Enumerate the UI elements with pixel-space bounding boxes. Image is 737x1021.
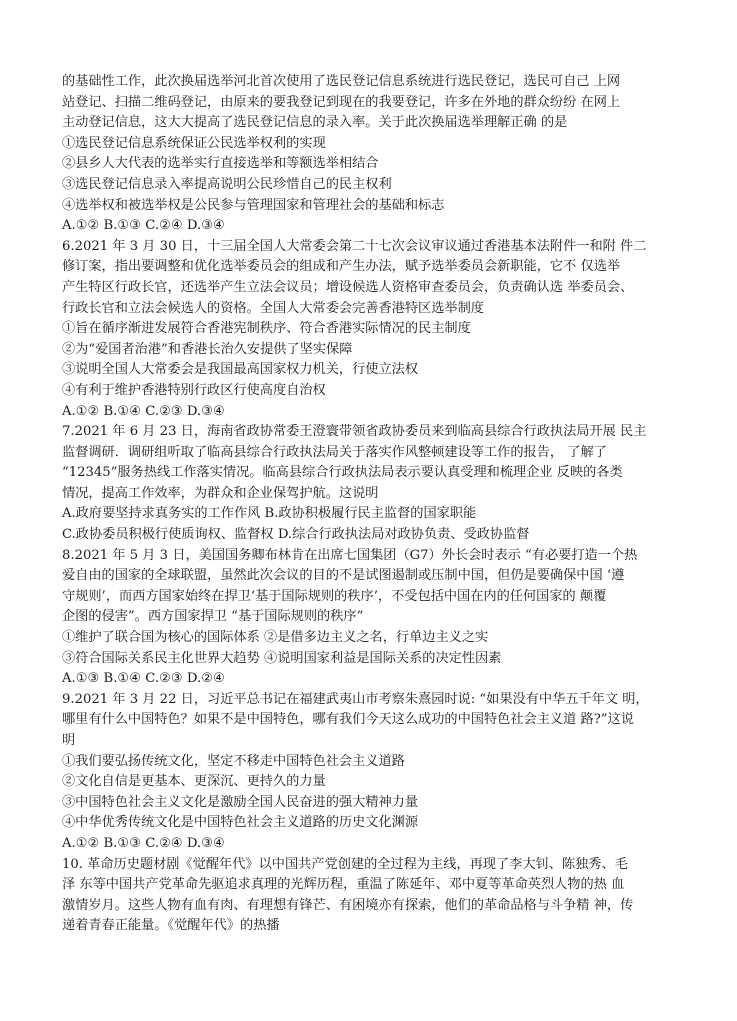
text-line: 修订案，指出要调整和优化选举委员会的组成和产生办法，赋予选举委员会新职能，它不 仅选举 bbox=[62, 259, 621, 275]
question-6-line: 6.2021 年 3 月 30 日，十三届全国人大常委会第二十七次会议审议通过香港基本法附件一和附 件二 bbox=[62, 238, 647, 254]
text-line: 企图的侵害”。西方国家捍卫 “基于国际规则的秩序” bbox=[62, 609, 364, 625]
question-8-line: 8.2021 年 5 月 3 日，美国国务卿布林肯在出席七国集团（G7）外长会时表示 “有必要打造一个热 bbox=[62, 547, 638, 563]
text-line: 站登记、扫描二维码登记，由原来的要我登记到现在的我要登记，许多在外地的群众纷纷 在网上 bbox=[62, 94, 621, 110]
text-line: “12345”服务热线工作落实情况。临高县综合行政执法局表示要认真受理和梳理企业 反映的各类 bbox=[62, 465, 623, 481]
option-line: ①旨在循序渐进发展符合香港宪制秩序、符合香港实际情况的民主制度 bbox=[62, 321, 471, 337]
text-line: 激情岁月。这些人物有血有肉、有理想有锋芒、有困境亦有探索，他们的革命品格与斗争精 神，传 bbox=[62, 897, 634, 913]
text-line: 产生特区行政长官，还选举产生立法会议员；增设候选人资格审查委员会，负责确认选 举委员会、 bbox=[62, 279, 634, 295]
text-line: 行政长官和立法会候选人的资格。全国人大常委会完善香港特区选举制度 bbox=[62, 300, 484, 316]
answer-choices: A.①② B.①③ C.②④ D.③④ bbox=[62, 218, 225, 234]
question-9-line: 9.2021 年 3 月 22 日，习近平总书记在福建武夷山市考察朱熹园时说: “如果没有中华五千年文 明， bbox=[62, 691, 649, 707]
question-7-line: 7.2021 年 6 月 23 日，海南省政协常委王澄寰带领省政协委员来到临高县综合行政执法局开展 民主 bbox=[62, 424, 647, 440]
text-line: 的基础性工作，此次换届选举河北首次使用了选民登记信息系统进行选民登记，选民可自己 上网 bbox=[62, 74, 621, 89]
option-line: ④有利于维护香港特别行政区行使高度自治权 bbox=[62, 382, 326, 398]
text-line: 主动登记信息，这大大提高了选民登记信息的录入率。关于此次换届选举理解正确 的是 bbox=[62, 115, 568, 131]
option-line: ④中华优秀传统文化是中国特色社会主义道路的历史文化渊源 bbox=[62, 815, 419, 831]
text-line: 监督调研．调研组听取了临高县综合行政执法局关于落实作风整顿建设等工作的报告， 了解了 bbox=[62, 444, 607, 460]
text-line: 泽 东等中国共产党革命先驱追求真理的光辉历程，重温了陈延年、邓中夏等革命英烈人物的热 血 bbox=[62, 877, 625, 893]
text-line: 明 bbox=[62, 733, 76, 748]
option-line: ②为“爱国者治港”和香港长治久安提供了坚实保障 bbox=[62, 341, 353, 357]
option-line: ③说明全国人大常委会是我国最高国家权力机关，行使立法权 bbox=[62, 362, 419, 378]
text-line: 递着青春正能量。《觉醒年代》的热播 bbox=[62, 918, 280, 934]
answer-choices: A.政府要坚持求真务实的工作作风 B.政协积极履行民主监督的国家职能 bbox=[62, 506, 477, 522]
option-line: ③选民登记信息录入率提高说明公民珍惜自己的民主权利 bbox=[62, 176, 392, 192]
text-line: 守规则’，而西方国家始终在捍卫‘基于国际规则的秩序’，不受包括中国在内的任何国家的 颠覆 bbox=[62, 588, 607, 604]
option-line: ①我们要弘扬传统文化，坚定不移走中国特色社会主义道路 bbox=[62, 753, 405, 769]
option-line: ③中国特色社会主义文化是激励全国人民奋进的强大精神力量 bbox=[62, 794, 419, 810]
option-line: ②县乡人大代表的选举实行直接选举和等额选举相结合 bbox=[62, 156, 379, 172]
answer-choices: A.①③ B.①④ C.②③ D.②④ bbox=[62, 671, 225, 687]
option-line: ③符合国际关系民主化世界大趋势 ④说明国家利益是国际关系的决定性因素 bbox=[62, 650, 502, 666]
text-line: 情况，提高工作效率，为群众和企业保驾护航。这说明 bbox=[62, 485, 379, 501]
answer-choices: C.政协委员积极行使质询权、监督权 D.综合行政执法局对政协负责、受政协监督 bbox=[62, 527, 530, 543]
question-10-line: 10. 革命历史题材剧《觉醒年代》以中国共产党创建的全过程为主线，再现了李大钊、陈独秀、毛 bbox=[62, 856, 628, 872]
option-line: ①维护了联合国为核心的国际体系 ②是借多边主义之名，行单边主义之实 bbox=[62, 630, 489, 646]
option-line: ④选举权和被选举权是公民参与管理国家和管理社会的基础和标志 bbox=[62, 197, 445, 213]
answer-choices: A.①② B.①④ C.②③ D.③④ bbox=[62, 403, 225, 419]
text-line: 爱自由的国家的全球联盟，虽然此次会议的目的不是试图遏制或压制中国，但仍是要确保中国 ‘遵 bbox=[62, 568, 625, 584]
answer-choices: A.①② B.①③ C.②④ D.③④ bbox=[62, 835, 225, 851]
text-line: 哪里有什么中国特色？如果不是中国特色，哪有我们今天这么成功的中国特色社会主义道 路?”这说 bbox=[62, 712, 634, 728]
option-line: ②文化自信是更基本、更深沉、更持久的力量 bbox=[62, 774, 326, 790]
option-line: ①选民登记信息系统保证公民选举权利的实现 bbox=[62, 135, 326, 151]
